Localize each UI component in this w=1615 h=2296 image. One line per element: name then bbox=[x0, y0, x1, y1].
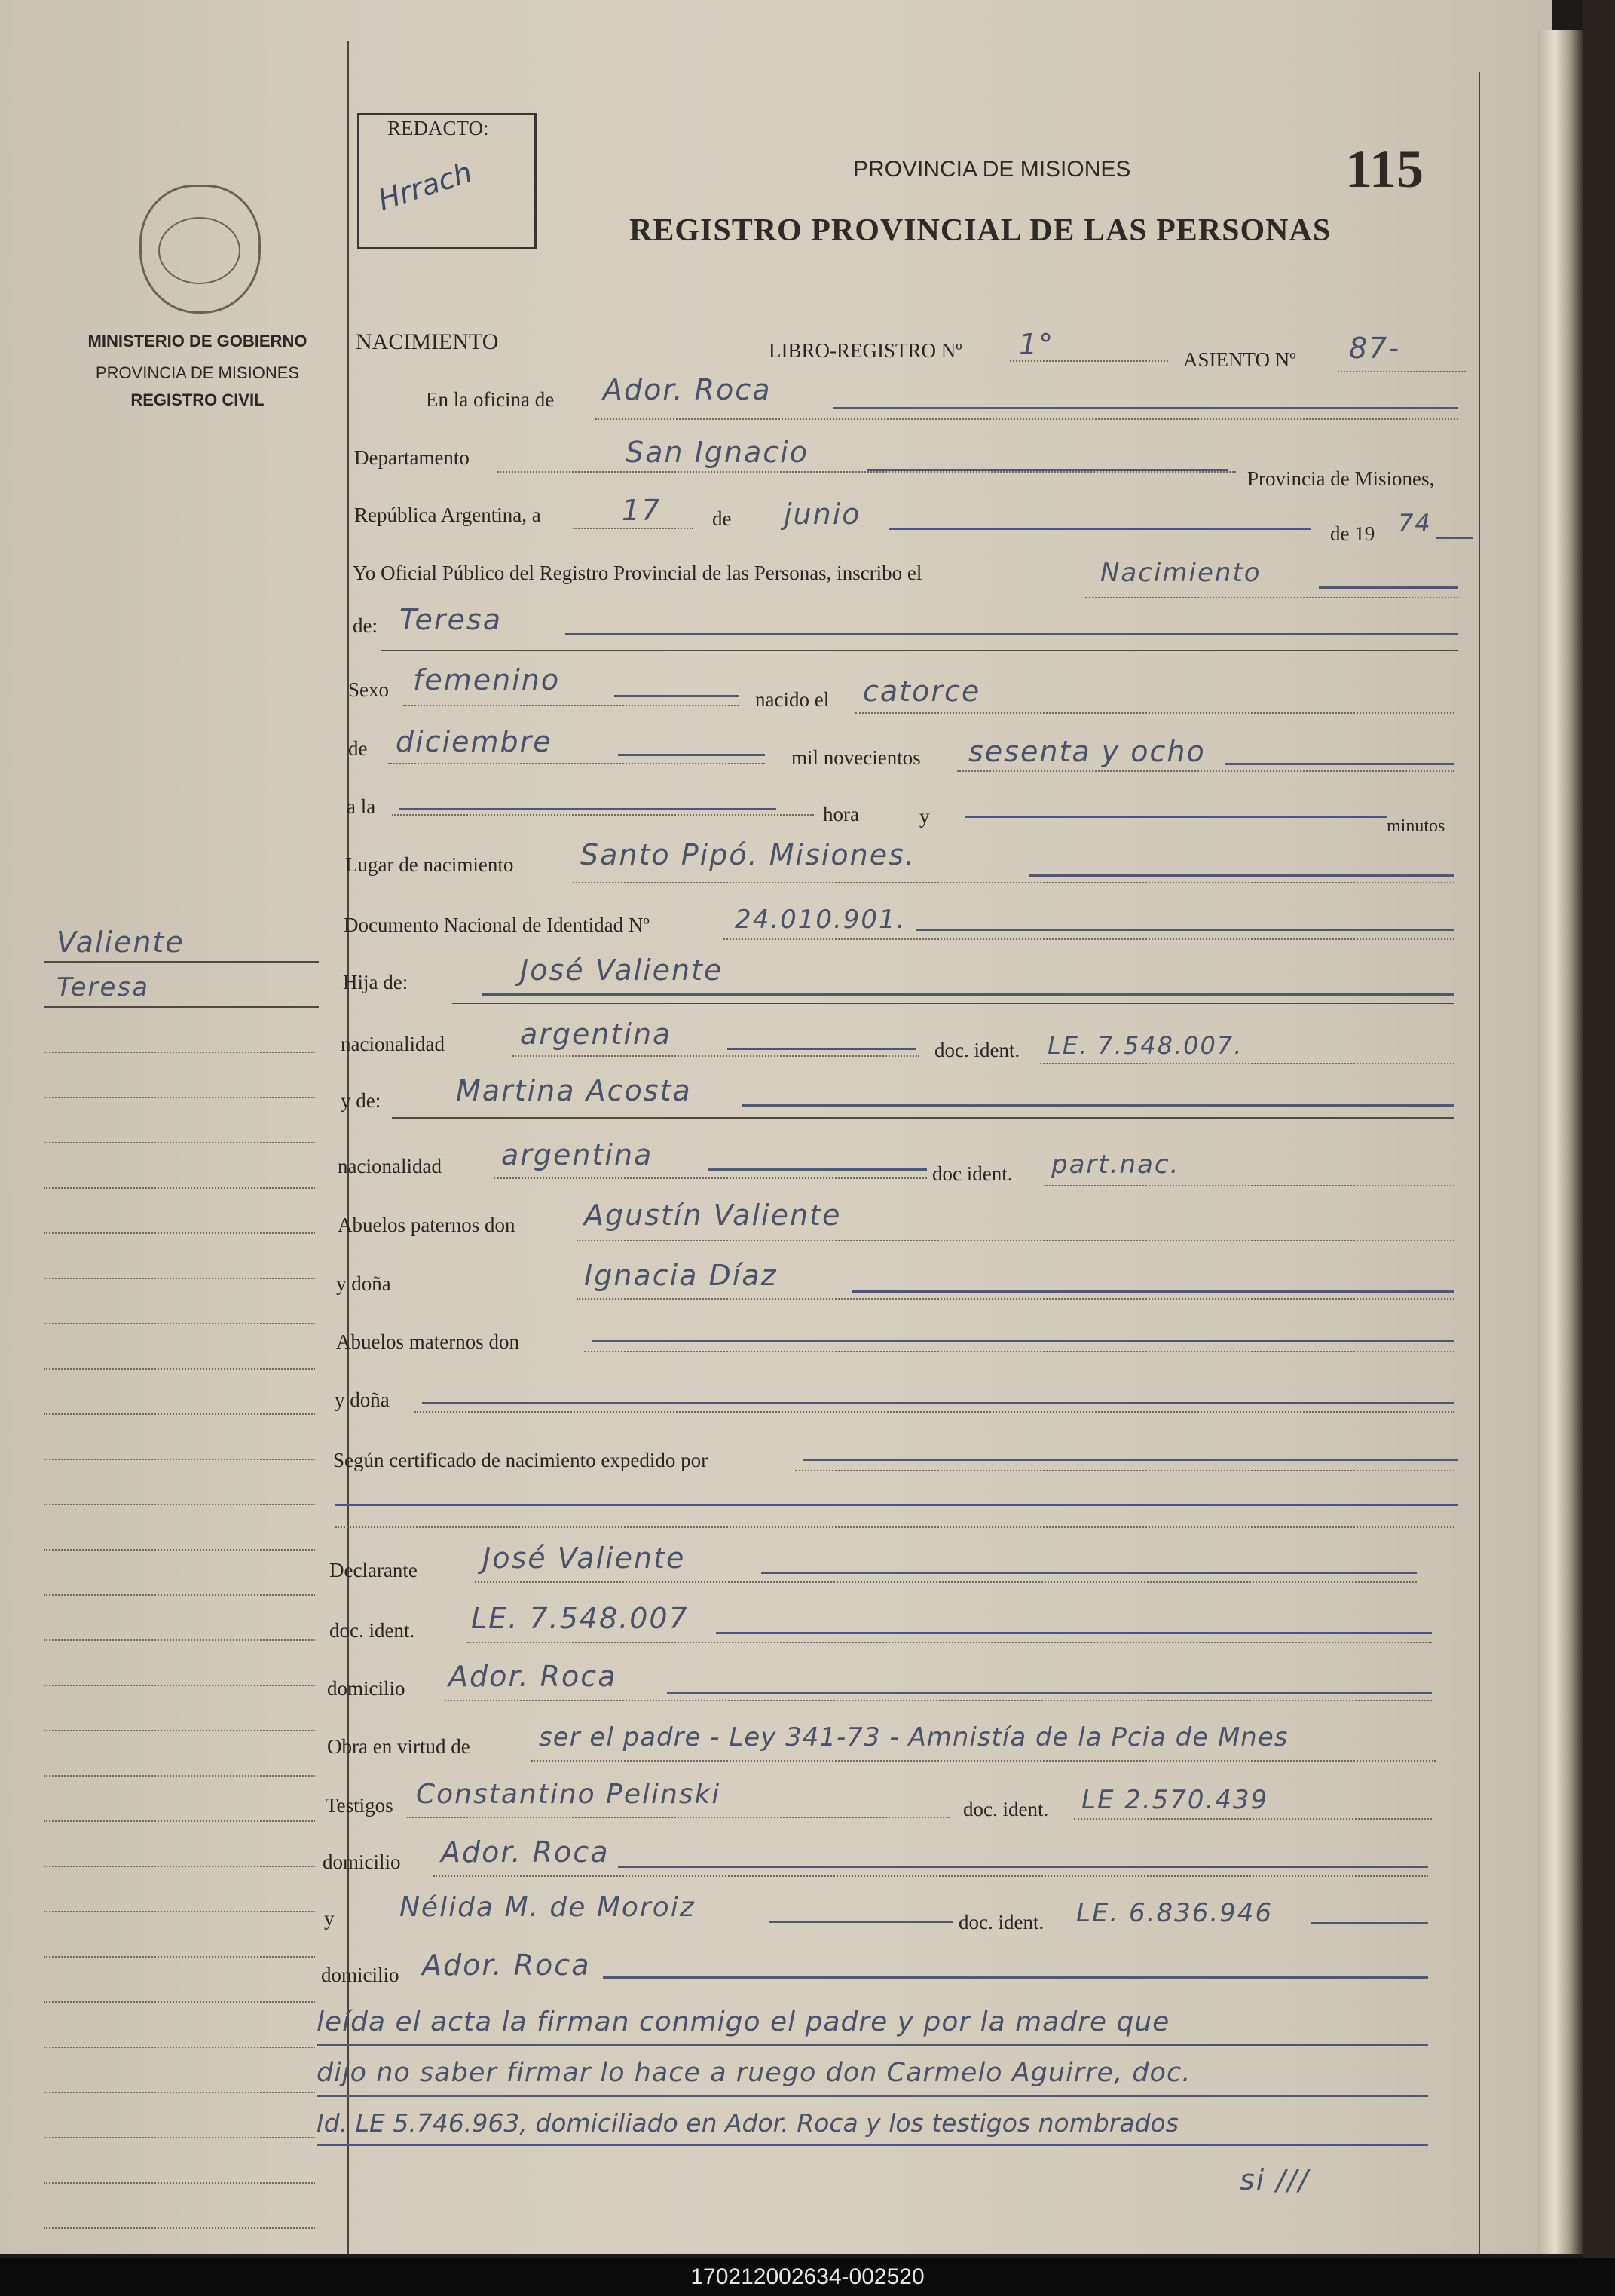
anio-label: de 19 bbox=[1330, 522, 1375, 545]
underline bbox=[381, 650, 1458, 651]
fill-line bbox=[761, 1572, 1417, 1574]
dotted-line bbox=[1074, 1818, 1432, 1820]
testigo1-value: Constantino Pelinski bbox=[416, 1779, 721, 1810]
fill-line bbox=[1225, 763, 1454, 765]
underline bbox=[452, 1003, 1454, 1004]
de-nombre-label: de: bbox=[353, 614, 378, 637]
dni-label: Documento Nacional de Identidad Nº bbox=[344, 914, 650, 936]
fill-line bbox=[889, 528, 1311, 530]
background-shadow bbox=[1583, 0, 1615, 2258]
margin-dotted-line bbox=[44, 1639, 315, 1641]
padre-nacionalidad-value: argentina bbox=[520, 1018, 672, 1051]
dni-value: 24.010.901. bbox=[735, 905, 907, 935]
coat-of-arms-seal bbox=[139, 185, 261, 314]
declarante-label: Declarante bbox=[329, 1559, 418, 1581]
lugar-value: Santo Pipó. Misiones. bbox=[580, 838, 916, 871]
margin-dotted-line bbox=[44, 1956, 315, 1958]
testigo2-value: Nélida M. de Moroiz bbox=[399, 1892, 696, 1923]
margin-dotted-line bbox=[44, 2001, 315, 2003]
oficina-label: En la oficina de bbox=[426, 388, 555, 411]
fill-line bbox=[916, 929, 1454, 931]
nacido-dia-value: catorce bbox=[863, 675, 981, 708]
margin-dotted-line bbox=[44, 1187, 315, 1189]
fill-line bbox=[716, 1632, 1432, 1634]
testigos-label: Testigos bbox=[326, 1794, 393, 1817]
fill-line bbox=[1311, 1922, 1428, 1924]
underline bbox=[392, 1117, 1454, 1119]
republica-label: República Argentina, a bbox=[354, 504, 541, 526]
notes-underline bbox=[317, 2144, 1428, 2146]
margin-dotted-line bbox=[44, 1459, 315, 1460]
madre-value: Martina Acosta bbox=[456, 1074, 692, 1107]
dotted-line bbox=[531, 1760, 1436, 1762]
registro-civil-line: REGISTRO CIVIL bbox=[130, 390, 265, 409]
departamento-value: San Ignacio bbox=[626, 436, 809, 469]
dotted-line bbox=[445, 1700, 1432, 1701]
notes-line-4: si /// bbox=[1240, 2163, 1310, 2197]
obra-label: Obra en virtud de bbox=[327, 1735, 470, 1758]
dotted-line bbox=[1010, 360, 1168, 362]
margin-surname: Valiente bbox=[57, 926, 185, 959]
dotted-line bbox=[855, 712, 1454, 714]
domicilio-label: domicilio bbox=[327, 1677, 405, 1700]
nombre-value: Teresa bbox=[399, 603, 502, 636]
mil-novecientos-label: mil novecientos bbox=[791, 746, 921, 769]
margin-dotted-line bbox=[44, 2137, 315, 2138]
margin-dotted-line bbox=[44, 2092, 315, 2093]
margin-dotted-line bbox=[44, 1232, 315, 1234]
testigo1-domicilio-label: domicilio bbox=[323, 1851, 401, 1873]
dotted-line bbox=[1040, 1063, 1454, 1064]
fill-line bbox=[399, 808, 776, 810]
hija-label: Hija de: bbox=[343, 971, 408, 993]
nacionalidad-label-2: nacionalidad bbox=[338, 1155, 442, 1177]
declarante-doc-value: LE. 7.548.007 bbox=[471, 1602, 689, 1635]
fill-line bbox=[618, 1866, 1428, 1868]
dotted-line bbox=[407, 1817, 950, 1818]
padre-value: José Valiente bbox=[520, 954, 723, 987]
y-dona-materna-label: y doña bbox=[335, 1388, 390, 1411]
ministry-line: MINISTERIO DE GOBIERNO bbox=[87, 332, 307, 351]
dotted-line bbox=[467, 1642, 1432, 1643]
fill-line bbox=[592, 1340, 1454, 1342]
dotted-line bbox=[1085, 597, 1458, 598]
dotted-line bbox=[335, 1526, 1454, 1528]
fill-line bbox=[1319, 586, 1458, 589]
fill-line bbox=[965, 816, 1387, 818]
dotted-line bbox=[1044, 1185, 1454, 1186]
de-label: de bbox=[712, 507, 732, 530]
dotted-line bbox=[584, 1351, 1454, 1352]
testigo1-doc-label: doc. ident. bbox=[963, 1798, 1049, 1820]
margin-dotted-line bbox=[44, 1097, 315, 1098]
libro-label: LIBRO-REGISTRO Nº bbox=[769, 339, 962, 362]
certificado-label: Según certificado de nacimiento expedido por bbox=[333, 1449, 708, 1471]
margin-dotted-line bbox=[44, 2227, 315, 2229]
margin-dotted-line bbox=[44, 1820, 315, 1822]
oficina-value: Ador. Roca bbox=[603, 373, 772, 406]
nacido-label: nacido el bbox=[755, 688, 830, 711]
a-la-label: a la bbox=[347, 795, 376, 818]
testigo1-domicilio-value: Ador. Roca bbox=[441, 1835, 610, 1869]
sexo-label: Sexo bbox=[348, 678, 389, 701]
fill-line bbox=[852, 1290, 1454, 1293]
dotted-line bbox=[512, 1055, 919, 1057]
doc-ident-label: doc. ident. bbox=[934, 1039, 1020, 1061]
abuelo-paterno-value: Agustín Valiente bbox=[584, 1199, 842, 1232]
asiento-value: 87- bbox=[1349, 332, 1401, 365]
testigo2-doc-value: LE. 6.836.946 bbox=[1076, 1898, 1274, 1928]
image-id-bar: 170212002634-002520 bbox=[0, 2258, 1615, 2296]
dotted-line bbox=[577, 1298, 1454, 1300]
margin-dotted-line bbox=[44, 1911, 315, 1912]
dotted-line bbox=[497, 471, 1236, 473]
fill-line bbox=[769, 1921, 953, 1923]
notes-line-2: dijo no saber firmar lo hace a ruego don Carmelo Aguirre, doc. bbox=[317, 2058, 1191, 2088]
dotted-line bbox=[475, 1581, 1417, 1583]
margin-dotted-line bbox=[44, 1730, 315, 1731]
dotted-line bbox=[388, 763, 765, 764]
margin-dotted-line bbox=[44, 1368, 315, 1370]
redacto-signature: Hrrach bbox=[374, 155, 476, 217]
notes-underline bbox=[317, 2095, 1428, 2097]
declarante-value: José Valiente bbox=[482, 1541, 686, 1575]
margin-line bbox=[44, 1006, 319, 1008]
de-mes-label: de bbox=[348, 737, 368, 760]
dia-value: 17 bbox=[622, 494, 662, 527]
margin-dotted-line bbox=[44, 1413, 315, 1415]
margin-dotted-line bbox=[44, 1278, 315, 1279]
madre-doc-value: part.nac. bbox=[1051, 1150, 1180, 1180]
dotted-line bbox=[795, 1470, 1454, 1471]
testigo2-doc-label: doc. ident. bbox=[959, 1911, 1045, 1933]
yo-oficial-label: Yo Oficial Público del Registro Provincial de las Personas, inscribo el bbox=[353, 562, 922, 584]
y-label: y bbox=[919, 805, 930, 828]
record-type-label: NACIMIENTO bbox=[356, 329, 499, 354]
mes-value: junio bbox=[784, 497, 861, 531]
abuela-paterna-value: Ignacia Díaz bbox=[584, 1259, 778, 1292]
hora-label: hora bbox=[823, 803, 859, 825]
dotted-line bbox=[1338, 371, 1466, 372]
y-testigo-label: y bbox=[324, 1907, 335, 1930]
nacido-anio-value: sesenta y ocho bbox=[968, 735, 1206, 768]
margin-dotted-line bbox=[44, 1504, 315, 1505]
fill-line bbox=[708, 1168, 927, 1171]
testigo2-domicilio-label: domicilio bbox=[321, 1964, 399, 1986]
notes-line-3: Id. LE 5.746.963, domiciliado en Ador. Roca y los testigos nombrados bbox=[317, 2108, 1179, 2138]
margin-dotted-line bbox=[44, 2182, 315, 2184]
fill-line bbox=[742, 1104, 1454, 1107]
doc-ident-label-2: doc ident. bbox=[932, 1162, 1013, 1185]
notes-line-1: leída el acta la firman conmigo el padre y por la madre que bbox=[317, 2007, 1170, 2037]
fill-line bbox=[1436, 537, 1473, 539]
abuelos-paternos-label: Abuelos paternos don bbox=[338, 1214, 515, 1236]
fill-line bbox=[1029, 874, 1454, 877]
margin-dotted-line bbox=[44, 1594, 315, 1596]
madre-nacionalidad-value: argentina bbox=[501, 1138, 653, 1171]
redacto-label: REDACTO: bbox=[387, 117, 489, 139]
fill-line bbox=[803, 1459, 1458, 1461]
page-number: 115 bbox=[1345, 139, 1424, 199]
padre-doc-value: LE. 7.548.007. bbox=[1048, 1031, 1243, 1060]
fill-line bbox=[603, 1976, 1428, 1979]
margin-dotted-line bbox=[44, 1052, 315, 1053]
dotted-line bbox=[403, 705, 739, 706]
margin-given-name: Teresa bbox=[57, 972, 149, 1003]
dotted-line bbox=[573, 882, 1454, 883]
fill-line bbox=[565, 633, 1458, 635]
fill-line bbox=[833, 407, 1458, 409]
fill-line bbox=[422, 1402, 1454, 1404]
dotted-line bbox=[573, 528, 693, 529]
margin-dotted-line bbox=[44, 1142, 315, 1143]
provincia-label: Provincia de Misiones, bbox=[1247, 467, 1435, 490]
y-dona-label: y doña bbox=[336, 1272, 391, 1295]
margin-dotted-line bbox=[44, 1549, 315, 1551]
margin-dotted-line bbox=[44, 1323, 315, 1324]
province-line: PROVINCIA DE MISIONES bbox=[95, 363, 300, 382]
margin-dotted-line bbox=[44, 1866, 315, 1867]
dotted-line bbox=[414, 1411, 1454, 1413]
fill-line bbox=[335, 1504, 1458, 1506]
fill-line bbox=[482, 993, 1454, 996]
margin-dotted-line bbox=[44, 1775, 315, 1777]
right-rule bbox=[1479, 72, 1480, 2254]
anio-value: 74 bbox=[1398, 509, 1432, 537]
declarante-domicilio-value: Ador. Roca bbox=[448, 1660, 617, 1693]
asiento-label: ASIENTO Nº bbox=[1183, 348, 1296, 371]
dotted-line bbox=[577, 1240, 1454, 1241]
fill-line bbox=[727, 1048, 916, 1050]
margin-dotted-line bbox=[44, 2047, 315, 2048]
page-edge bbox=[1537, 30, 1583, 2254]
dotted-line bbox=[392, 814, 814, 816]
registry-title: REGISTRO PROVINCIAL DE LAS PERSONAS bbox=[629, 213, 1332, 248]
margin-rule bbox=[347, 41, 349, 2254]
libro-value: 1° bbox=[1019, 328, 1055, 361]
obra-value: ser el padre - Ley 341-73 - Amnistía de la Pcia de Mnes bbox=[539, 1722, 1289, 1753]
minutos-label: minutos bbox=[1387, 816, 1445, 836]
lugar-label: Lugar de nacimiento bbox=[345, 853, 514, 876]
fill-line bbox=[618, 754, 765, 756]
dotted-line bbox=[494, 1177, 927, 1179]
testigo2-domicilio-value: Ador. Roca bbox=[422, 1949, 591, 1982]
departamento-label: Departamento bbox=[354, 446, 470, 469]
dotted-line bbox=[957, 770, 1454, 772]
abuelos-maternos-label: Abuelos maternos don bbox=[336, 1330, 519, 1353]
nacido-mes-value: diciembre bbox=[396, 725, 552, 758]
nacionalidad-label: nacionalidad bbox=[341, 1033, 445, 1055]
notes-underline bbox=[317, 2044, 1428, 2046]
fill-line bbox=[614, 695, 739, 697]
y-de-label: y de: bbox=[341, 1089, 381, 1112]
declarante-doc-label: doc. ident. bbox=[329, 1619, 415, 1642]
margin-line bbox=[44, 961, 319, 963]
dotted-line bbox=[723, 938, 1454, 940]
fill-line bbox=[667, 1692, 1432, 1694]
dotted-line bbox=[433, 1875, 1428, 1877]
sexo-value: femenino bbox=[413, 663, 561, 696]
province-title: PROVINCIA DE MISIONES bbox=[853, 157, 1131, 182]
dotted-line bbox=[595, 418, 1458, 420]
inscribo-value: Nacimiento bbox=[1100, 558, 1262, 588]
testigo1-doc-value: LE 2.570.439 bbox=[1081, 1785, 1269, 1815]
margin-dotted-line bbox=[44, 1685, 315, 1686]
